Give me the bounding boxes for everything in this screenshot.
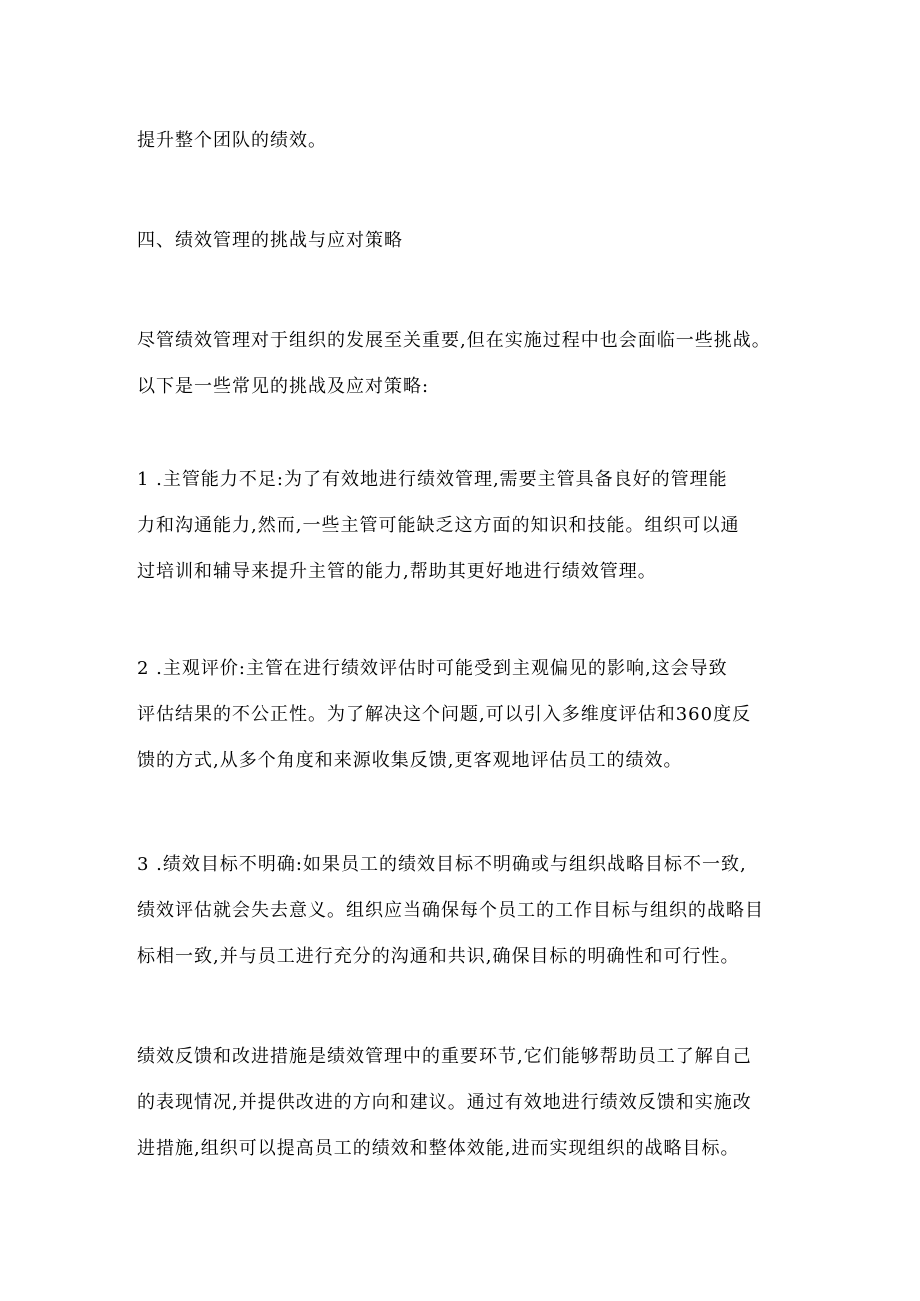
paragraph-line: 力和沟通能力,然而,一些主管可能缺乏这方面的知识和技能。组织可以通 — [137, 515, 740, 536]
paragraph-line: 进措施,组织可以提高员工的绩效和整体效能,进而实现组织的战略目标。 — [137, 1138, 740, 1159]
paragraph-line: 评估结果的不公正性。为了解决这个问题,可以引入多维度评估和360度反 — [137, 704, 752, 725]
paragraph-line: 1 .主管能力不足:为了有效地进行绩效管理,需要主管具备良好的管理能 — [137, 469, 728, 490]
list-item-3 — [137, 842, 805, 980]
paragraph-line: 绩效评估就会失去意义。组织应当确保每个员工的工作目标与组织的战略目 — [137, 900, 764, 921]
list-item-2 — [137, 646, 805, 784]
conclusion-paragraph — [137, 1034, 805, 1172]
overview-paragraph — [137, 318, 805, 410]
section-heading — [137, 218, 805, 264]
intro-tail-paragraph — [137, 118, 805, 164]
paragraph-line: 的表现情况,并提供改进的方向和建议。通过有效地进行绩效反馈和实施改 — [137, 1092, 752, 1113]
paragraph-line: 以下是一些常见的挑战及应对策略: — [137, 376, 430, 397]
paragraph-line: 过培训和辅导来提升主管的能力,帮助其更好地进行绩效管理。 — [137, 561, 657, 582]
paragraph-line: 提升整个团队的绩效。 — [137, 130, 327, 151]
list-item-1 — [137, 457, 805, 595]
paragraph-line: 绩效反馈和改进措施是绩效管理中的重要环节,它们能够帮助员工了解自己 — [137, 1046, 752, 1067]
paragraph-line: 3 .绩效目标不明确:如果员工的绩效目标不明确或与组织战略目标不一致, — [137, 854, 747, 875]
section-heading-text: 四、绩效管理的挑战与应对策略 — [137, 230, 403, 251]
paragraph-line: 标相一致,并与员工进行充分的沟通和共识,确保目标的明确性和可行性。 — [137, 946, 740, 967]
paragraph-line: 馈的方式,从多个角度和来源收集反馈,更客观地评估员工的绩效。 — [137, 750, 683, 771]
paragraph-line: 2 .主观评价:主管在进行绩效评估时可能受到主观偏见的影响,这会导致 — [137, 658, 728, 679]
paragraph-line: 尽管绩效管理对于组织的发展至关重要,但在实施过程中也会面临一些挑战。 — [137, 330, 771, 351]
